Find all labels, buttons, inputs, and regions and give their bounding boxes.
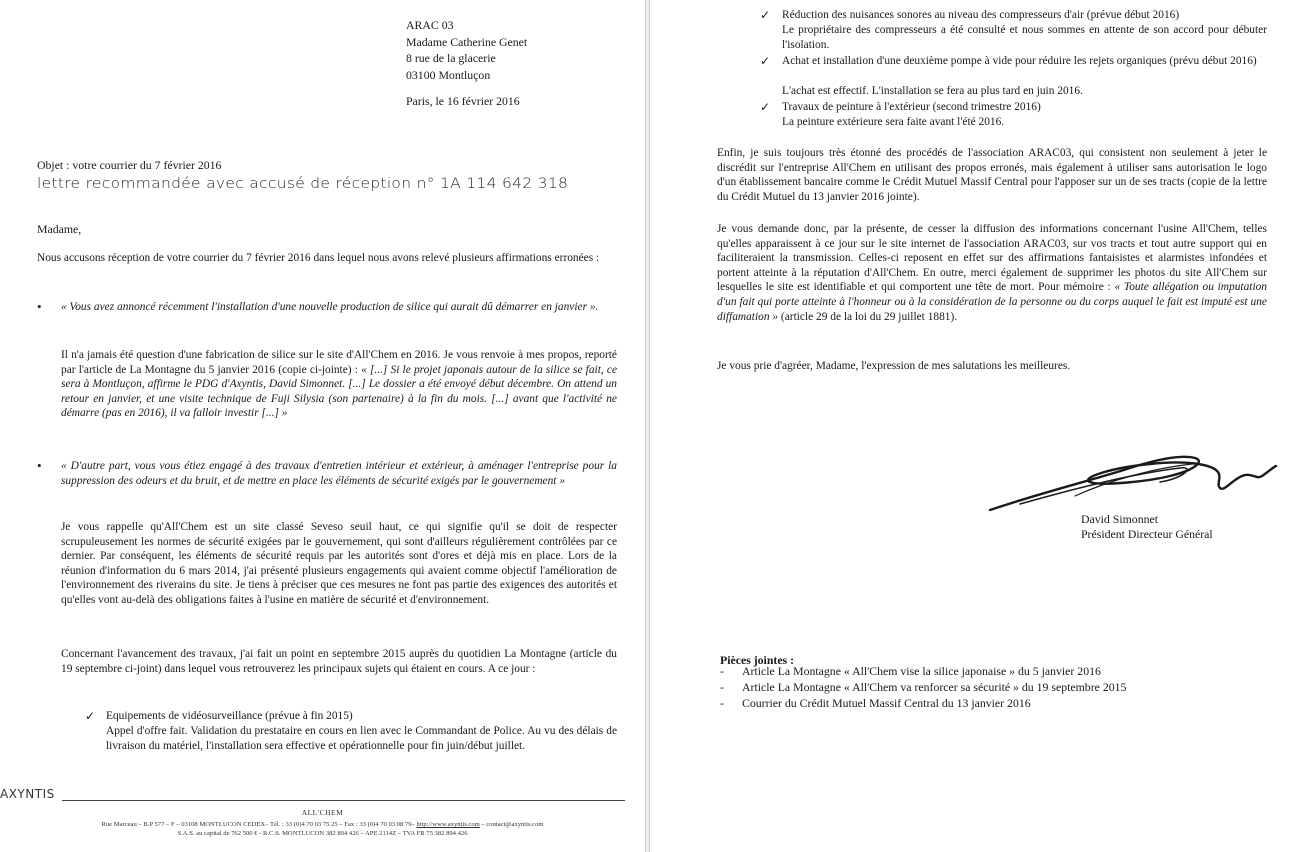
letter-page-1 (0, 0, 645, 852)
work-item-title: Equipements de vidéosurveillance (prévue à fin 2015) (106, 710, 353, 722)
footer-email: – contact@axyntis.com (479, 821, 544, 828)
footer-website-link[interactable]: http://www.axyntis.com (416, 821, 480, 828)
dash-marker: - (720, 680, 724, 694)
reply-text: Il n'a jamais été question d'une fabrication de silice sur le site d'All'Chem en 2016. Je vous renvoie à mes propos, reporté par l'article de La Montagne du 5 janvier 2016 (copie ci-jointe) : (61, 349, 617, 376)
address-line: Madame Catherine Genet (406, 34, 528, 49)
footer-line-1 (0, 820, 645, 829)
paragraph-request (717, 222, 1267, 324)
footer-divider (62, 800, 625, 801)
footer-company-name: ALL'CHEM (301, 808, 344, 817)
quoted-claim-1: « Vous avez annoncé récemment l'installation d'une nouvelle production de silice qui aurait dû démarrer en janvier ». (61, 301, 599, 313)
footer-line-2: S.A.S. au capital de 762 500 € - R.C.S. MONTLUCON 382 894 426 – APE 2114Z – TVA FR 75 382 894 426 (177, 830, 468, 837)
salutation: Madame, (37, 222, 82, 236)
attachment-label: Article La Montagne « All'Chem va renforcer sa sécurité » du 19 septembre 2015 (742, 680, 1127, 694)
recipient-address (406, 17, 527, 83)
bullet-icon: • (37, 299, 42, 314)
letter-subject: Objet : votre courrier du 7 février 2016 (37, 158, 222, 172)
intro-paragraph: Nous accusons réception de votre courrier du 7 février 2016 dans lequel nous avons relevé plusieurs affirmations erronées : (37, 252, 600, 264)
attachment-label: Article La Montagne « All'Chem vise la silice japonaise » du 5 janvier 2016 (742, 664, 1101, 678)
letter-page-2 (650, 0, 1292, 852)
signatory-title: Président Directeur Général (1081, 527, 1213, 541)
work-item-body: Le propriétaire des compresseurs a été consulté et nous sommes en attente de son accord pour débuter l'isolation. (782, 24, 1267, 51)
law-reference: (article 29 de la loi du 29 juillet 1881). (778, 310, 958, 323)
handwritten-signature (980, 438, 1280, 518)
work-item-title: Achat et installation d'une deuxième pompe à vide pour réduire les rejets organiques (prévu début 2016) (782, 55, 1257, 67)
bullet-icon: • (37, 458, 42, 473)
attachments-heading: Pièces jointes : (720, 653, 795, 667)
reply-paragraph-2: Je vous rappelle qu'All'Chem est un site classé Seveso seuil haut, ce qui signifie qu'il se doit de respecter scrupuleusement les normes de sécurité exigées par le gouvernement, qui sont d'ailleurs régulièrement contrôlées par ce dernier. Par conséquent, les éléments de sécurité requis par les autorités sont d'ores et déjà mis en place. Lors de la réunion d'information du 6 mars 2014, j'ai présenté plusieurs engagements qui avaient comme objectif l'amélioration de l'environnement des riverains du site. Je tiens à préciser que ces mesures ne font pas partie des exigences des autorités et qu'elles vont au-delà des obligations faites à l'usine en matière de sécurité et d'environnement. (61, 521, 617, 606)
address-line: ARAC 03 (406, 18, 454, 32)
checkmark-icon: ✓ (760, 54, 771, 68)
dash-marker: - (720, 696, 724, 710)
handwritten-note: lettre recommandée avec accusé de réception n° 1A 114 642 318 (37, 175, 569, 192)
request-text: Je vous demande donc, par la présente, de cesser la diffusion des informations concernant l'usine All'Chem, telles qu'elles apparaissent à ce jour sur le site internet de l'association ARAC03, sur vos tracts et tout autre support qui en faciliteraient la transmission. Celles-ci reposent en effet sur des affirmations fantaisistes et alarmistes infondées et portent atteinte à la réputation d'All'Chem. En outre, merci également de supprimer les photos du site All'Chem sur lesquelles le site est identifiable et qui comportent une tête de mort. Pour mémoire : (717, 223, 1267, 294)
work-item-body: Appel d'offre fait. Validation du prestataire en cours en lien avec le Commandant de Police. Au vu des délais de livraison du matériel, l'installation sera effective et opérationnelle pour fin juin/début juillet. (106, 725, 617, 752)
work-item-body: L'achat est effectif. L'installation se fera au plus tard en juin 2016. (782, 85, 1083, 97)
attachment-item (720, 696, 1031, 711)
footer-address: Rue Marceau – B.P 577 – F – 03108 MONTLUCON CEDEX– Tél. : 33 (0)4 70 03 75 25 – Fax : 33 (0)4 70 03 08 79– (101, 821, 417, 828)
attachment-label: Courrier du Crédit Mutuel Massif Central du 13 janvier 2016 (742, 696, 1031, 710)
address-line: 03100 Montluçon (406, 67, 491, 82)
work-item-title: Travaux de peinture à l'extérieur (second trimestre 2016) (782, 101, 1041, 113)
letter-date: Paris, le 16 février 2016 (406, 94, 520, 108)
quoted-claim-2: « D'autre part, vous vous étiez engagé à des travaux d'entretien intérieur et extérieur, à aménager l'entreprise pour la suppression des odeurs et du bruit, et de mettre en place les éléments de sécurité exigés par le gouvernement » (61, 460, 617, 487)
footer-contact-info (0, 820, 645, 838)
address-line: 8 rue de la glacerie (406, 51, 496, 65)
reply-paragraph-3: Concernant l'avancement des travaux, j'ai fait un point en septembre 2015 auprès du quotidien La Montagne (article du 19 septembre ci-joint) dans lequel vous retrouverez les principaux sujets qui étaient en cours. A ce jour : (61, 648, 617, 675)
checkmark-icon: ✓ (85, 709, 96, 723)
closing-formula: Je vous prie d'agréer, Madame, l'expression de mes salutations les meilleures. (717, 360, 1071, 372)
work-item-title: Réduction des nuisances sonores au niveau des compresseurs d'air (prévue début 2016) (782, 9, 1180, 21)
paragraph-enfin: Enfin, je suis toujours très étonné des procédés de l'association ARAC03, qui consistent non seulement à jeter le discrédit sur l'entreprise All'Chem en utilisant des propos erronés, mais également à utiliser sans autorisation le logo d'un établissement bancaire comme le Crédit Mutuel Massif Central pour l'apposer sur un de ses tracts (copie de la lettre du Crédit Mutuel du 13 janvier 2016 jointe). (717, 147, 1267, 203)
axyntis-logo: AXYNTIS (0, 787, 55, 801)
checkmark-icon: ✓ (760, 8, 771, 22)
checkmark-icon: ✓ (760, 100, 771, 114)
law-quote: « Toute allégation ou imputation d'un fait qui porte atteinte à l'honneur ou à la considération de la personne ou du corps auquel le fait est imputé est une diffamation » (717, 281, 1268, 323)
dash-marker: - (720, 664, 724, 678)
press-quote: « [...] Si le projet japonais autour de la silice se fait, ce sera à Montluçon, affirme le PDG d'Axyntis, David Simonnet. [...] Le dossier a été envoyé début décembre. On attend un retour en janvier, et une visite technique de Fuji Silysia (son partenaire) à la fin du mois. [...] avant que l'activité ne démarre (pas en 2016), il va falloir investir [...] » (61, 363, 617, 420)
signatory-name: David Simonnet (1081, 512, 1159, 526)
attachment-item (720, 664, 1101, 679)
reply-paragraph-1 (61, 348, 617, 421)
attachment-item (720, 680, 1126, 695)
work-item-body: La peinture extérieure sera faite avant l'été 2016. (782, 116, 1005, 128)
